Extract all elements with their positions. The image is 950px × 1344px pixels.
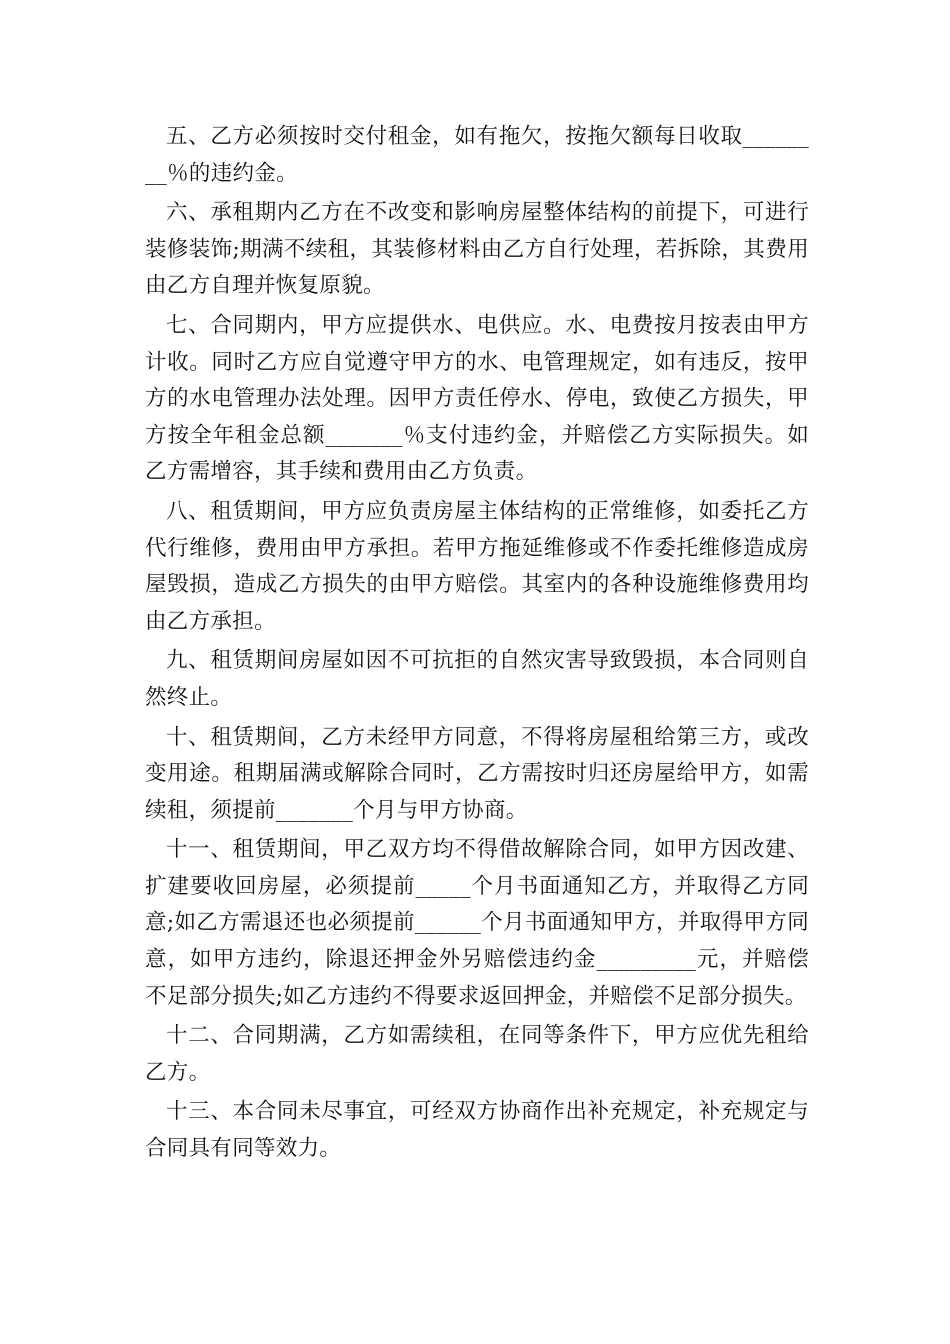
clause-5-text: 五、乙方必须按时交付租金，如有拖欠，按拖欠额每日收取________％的违约金。 [145,124,809,186]
clause-9-text: 九、租赁期间房屋如因不可抗拒的自然灾害导致毁损，本合同则自然终止。 [145,648,809,710]
clause-8 [145,494,809,640]
clause-7-text: 七、合同期内，甲方应提供水、电供应。水、电费按月按表由甲方计收。同时乙方应自觉遵守甲方的水、电管理规定，如有违反，按甲方的水电管理办法处理。因甲方责任停水、停电，致使乙方损失，甲方按全年租金总额_______％支付违约金，并赔偿乙方实际损失。如乙方需增容，其手续和费用由乙方负责。 [145,312,809,485]
clause-12-text: 十二、合同期满，乙方如需续租，在同等条件下，甲方应优先租给乙方。 [145,1023,809,1085]
clause-11 [145,832,809,1015]
clause-10 [145,720,809,830]
clause-10-text: 十、租赁期间，乙方未经甲方同意，不得将房屋租给第三方，或改变用途。租期届满或解除合同时，乙方需按时归还房屋给甲方，如需续租，须提前_______个月与甲方协商。 [145,724,809,823]
clause-7 [145,308,809,491]
clause-6 [145,195,809,305]
clause-8-text: 八、租赁期间，甲方应负责房屋主体结构的正常维修，如委托乙方代行维修，费用由甲方承担。若甲方拖延维修或不作委托维修造成房屋毁损，造成乙方损失的由甲方赔偿。其室内的各种设施维修费用均由乙方承担。 [145,498,809,634]
clause-9 [145,643,809,716]
clause-13 [145,1094,809,1167]
clause-6-text: 六、承租期内乙方在不改变和影响房屋整体结构的前提下，可进行装修装饰;期满不续租，其装修材料由乙方自行处理，若拆除，其费用由乙方自理并恢复原貌。 [145,200,809,299]
clause-12 [145,1018,809,1091]
clause-13-text: 十三、本合同未尽事宜，可经双方协商作出补充规定，补充规定与合同具有同等效力。 [145,1099,809,1162]
contract-body [145,119,809,1171]
clause-11-text: 十一、租赁期间，甲乙双方均不得借故解除合同，如甲方因改建、扩建要收回房屋，必须提前_____个月书面通知乙方，并取得乙方同意;如乙方需退还也必须提前______个月书面通知甲方，并取得甲方同意，如甲方违约，除退还押金外另赔偿违约金_________元，并赔偿不足部分损失;如乙方违约不得要求返回押金，并赔偿不足部分损失。 [145,837,809,1009]
clause-5 [145,119,809,192]
